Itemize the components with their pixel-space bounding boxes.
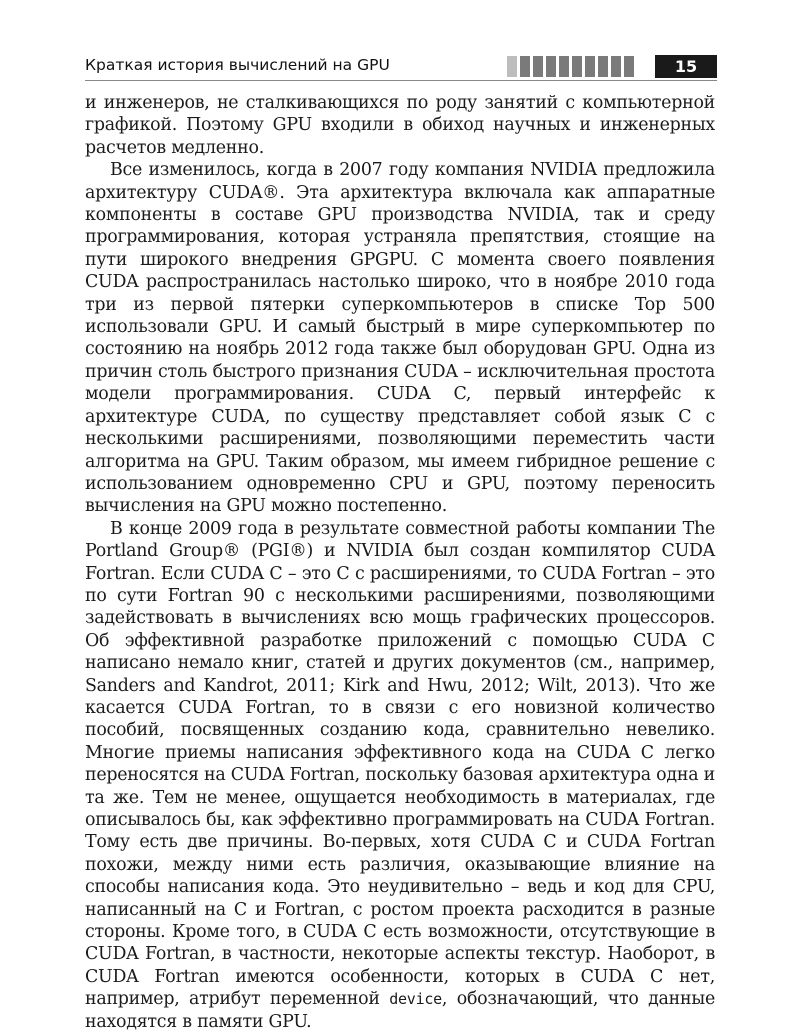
paragraph-2: Все изменилось, когда в 2007 году компания NVIDIA предложила архитектуру CUDA®. Эта архитектура включала как аппаратные компоненты в составе GPU производства NVIDIA, так и среду программирования, которая устраняла препятствия, стоящие на пути широкого внедрения GPGPU. С момента своего появления CUDA распространилась настолько широко, что в ноябре 2010 года три из первой пятерки суперкомпьютеров в списке Top 500 использовали GPU. И самый быстрый в мире суперкомпьютер по состоянию на ноябрь 2012 года также был оборудован GPU. Одна из причин столь быстрого признания CUDA – исключительная простота модели программирования. CUDA C, первый интерфейс к архитектуре CUDA, по существу представляет собой язык C с несколькими расширениями, позволяющими переместить части алгоритма на GPU. Таким образом, мы имеем гибридное решение с использованием одновременно CPU и GPU, поэтому переносить вычисления на GPU можно постепенно. (85, 160, 715, 517)
stripe (559, 56, 569, 77)
paragraph-3 (85, 518, 715, 1033)
stripe (624, 56, 634, 77)
page-number: 15 (655, 55, 717, 78)
stripe (585, 56, 595, 77)
inline-code-device: device (389, 990, 442, 1009)
chapter-title: Краткая история вычислений на GPU (85, 56, 390, 74)
stripe (572, 56, 582, 77)
running-header (85, 52, 715, 80)
paragraph-1: и инженеров, не сталкивающихся по роду занятий с компьютерной графикой. Поэтому GPU входили в обиход научных и инженерных расчетов медленно. (85, 93, 715, 158)
paragraph-3-tail: , обозначающий, что данные находятся в памяти GPU. (85, 989, 715, 1032)
header-rule (85, 80, 717, 81)
header-decoration-stripes (507, 56, 634, 77)
stripe (520, 56, 530, 77)
stripe (533, 56, 543, 77)
body-text (85, 92, 715, 1033)
paragraph-3-text: В конце 2009 года в результате совместной работы компании The Portland Group® (PGI®) и NVIDIA был создан компилятор CUDA Fortran. Если CUDA C – это C с расширениями, то CUDA Fortran – это по сути Fortran 90 с несколькими расширениями, позволяющими задействовать в вычислениях всю мощь графических процессоров. Об эффективной разработке приложений с помощью CUDA C написано немало книг, статей и других документов (см., например, Sanders and Kandrot, 2011; Kirk and Hwu, 2012; Wilt, 2013). Что же касается CUDA Fortran, то в связи с его новизной количество пособий, посвященных созданию кода, сравнительно невелико. Многие приемы написания эффективного кода на CUDA C легко переносятся на CUDA Fortran, поскольку базовая архитектура одна и та же. Тем не менее, ощущается необходимость в материалах, где описывалось бы, как эффективно программировать на CUDA Fortran. Тому есть две причины. Во-первых, хотя CUDA C и CUDA Fortran похожи, между ними есть различия, оказывающие влияние на способы написания кода. Это неудивительно – ведь и код для CPU, написанный на C и Fortran, с ростом проекта расходится в разные стороны. Кроме того, в CUDA C есть возможности, отсутствующие в CUDA Fortran, в частности, некоторые аспекты текстур. Наоборот, в CUDA Fortran имеются особенности, которых в CUDA C нет, например, атрибут переменной (85, 518, 715, 1010)
stripe (546, 56, 556, 77)
stripe (507, 56, 517, 77)
stripe (598, 56, 608, 77)
stripe (611, 56, 621, 77)
